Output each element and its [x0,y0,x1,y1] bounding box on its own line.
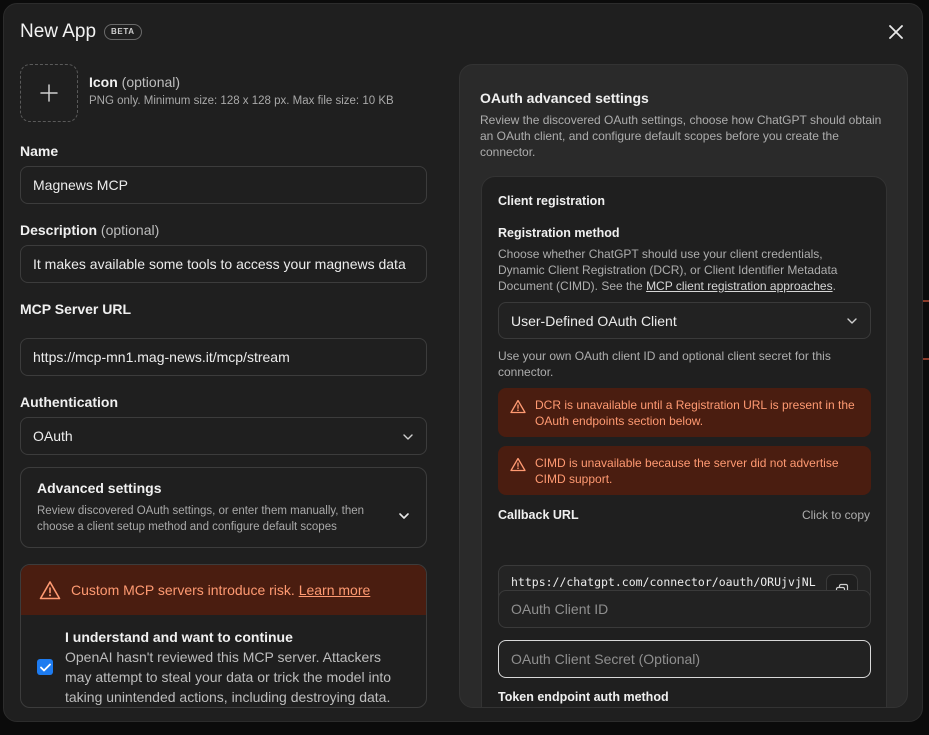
acknowledge-checkbox[interactable] [37,659,53,675]
icon-hint: PNG only. Minimum size: 128 x 128 px. Max file size: 10 KB [89,95,394,107]
learn-more-link[interactable]: Learn more [298,582,371,598]
oauth-panel-title: OAuth advanced settings [480,90,649,106]
close-button[interactable] [886,22,906,42]
icon-info [89,64,394,107]
registration-help: Use your own OAuth client ID and optional client secret for this connector. [498,349,831,379]
name-input[interactable]: Magnews MCP [20,166,427,204]
client-registration-title: Client registration [498,194,605,208]
warning-icon [39,580,61,600]
registration-method-value: User-Defined OAuth Client [511,312,677,329]
dcr-unavailable-alert [498,388,871,437]
acknowledgement-text [65,629,410,707]
risk-warning-card [20,564,427,708]
cimd-alert-text: CIMD is unavailable because the server did not advertise CIMD support. [535,456,839,486]
callback-url-value: https://chatgpt.com/connector/oauth/ORUjvjNL [511,575,816,589]
checkmark-icon [40,663,51,672]
risk-warning-header [21,565,426,615]
token-endpoint-auth-label: Token endpoint auth method [498,690,669,704]
icon-upload-button[interactable] [20,64,78,122]
acknowledgement-title: I understand and want to continue [65,629,293,645]
dcr-alert-text: DCR is unavailable until a Registration URL is present in the OAuth endpoints section below. [535,398,855,428]
chevron-down-icon [398,510,410,522]
icon-row [20,64,427,122]
oauth-advanced-panel[interactable] [459,64,908,708]
app-form [20,64,427,708]
icon-optional: (optional) [121,74,181,90]
server-url-input[interactable]: https://mcp-mn1.mag-news.it/mcp/stream [20,338,427,376]
chevron-down-icon [402,431,414,443]
modal-title: New App [20,21,97,42]
description-optional: (optional) [100,222,160,238]
warning-icon [510,457,526,472]
warning-icon [510,399,526,414]
client-registration-card [481,176,887,708]
name-label: Name [20,143,59,159]
authentication-label: Authentication [20,394,118,410]
description-label-text: Description [20,222,98,238]
plus-icon [39,83,59,103]
advanced-settings-description: Review discovered OAuth settings, or enter them manually, then choose a client setup method and configure default scopes [37,505,365,533]
callback-url-label: Callback URL [498,508,579,522]
authentication-value: OAuth [33,428,73,444]
close-icon [889,25,903,39]
risk-acknowledgement [21,615,426,707]
beta-badge: BETA [104,24,142,40]
modal-header [20,21,142,43]
acknowledgement-description: OpenAI hasn't reviewed this MCP server. Attackers may attempt to steal your data or trick the model into taking unintended actions, including destroying data. [65,649,392,705]
authentication-select[interactable] [20,417,427,455]
backdrop-mark [923,358,929,360]
registration-method-text: Choose whether ChatGPT should use your client credentials, Dynamic Client Registration (DCR), or Client Identifier Metadata Document (CIMD). See the [498,247,838,293]
registration-method-select[interactable] [498,302,871,339]
oauth-client-id-input[interactable] [498,590,871,628]
new-app-modal [3,3,923,722]
icon-title: Icon [89,74,118,90]
advanced-settings-toggle[interactable] [20,467,427,548]
description-label [20,222,427,238]
chevron-down-icon [846,315,858,327]
oauth-panel-description: Review the discovered OAuth settings, choose how ChatGPT should obtain an OAuth client, and configure default scopes before you create the connector. [480,113,882,159]
oauth-client-secret-input[interactable] [498,640,871,678]
backdrop-mark [923,300,929,302]
risk-warning-message: Custom MCP servers introduce risk. [71,582,295,598]
registration-method-label: Registration method [498,226,620,240]
server-url-label: MCP Server URL [20,301,132,317]
description-input[interactable]: It makes available some tools to access your magnews data [20,245,427,283]
advanced-settings-title: Advanced settings [37,480,162,496]
click-to-copy[interactable]: Click to copy [801,508,870,522]
icon-label [89,74,394,90]
registration-method-description: Choose whether ChatGPT should use your client credentials, Dynamic Client Registration (DCR), or Client Identifier Metadata Document (CIMD). See the MCP client registration approaches. [498,247,838,293]
registration-approaches-link[interactable]: MCP client registration approaches [646,279,833,293]
cimd-unavailable-alert [498,446,871,495]
risk-warning-text [71,582,370,598]
